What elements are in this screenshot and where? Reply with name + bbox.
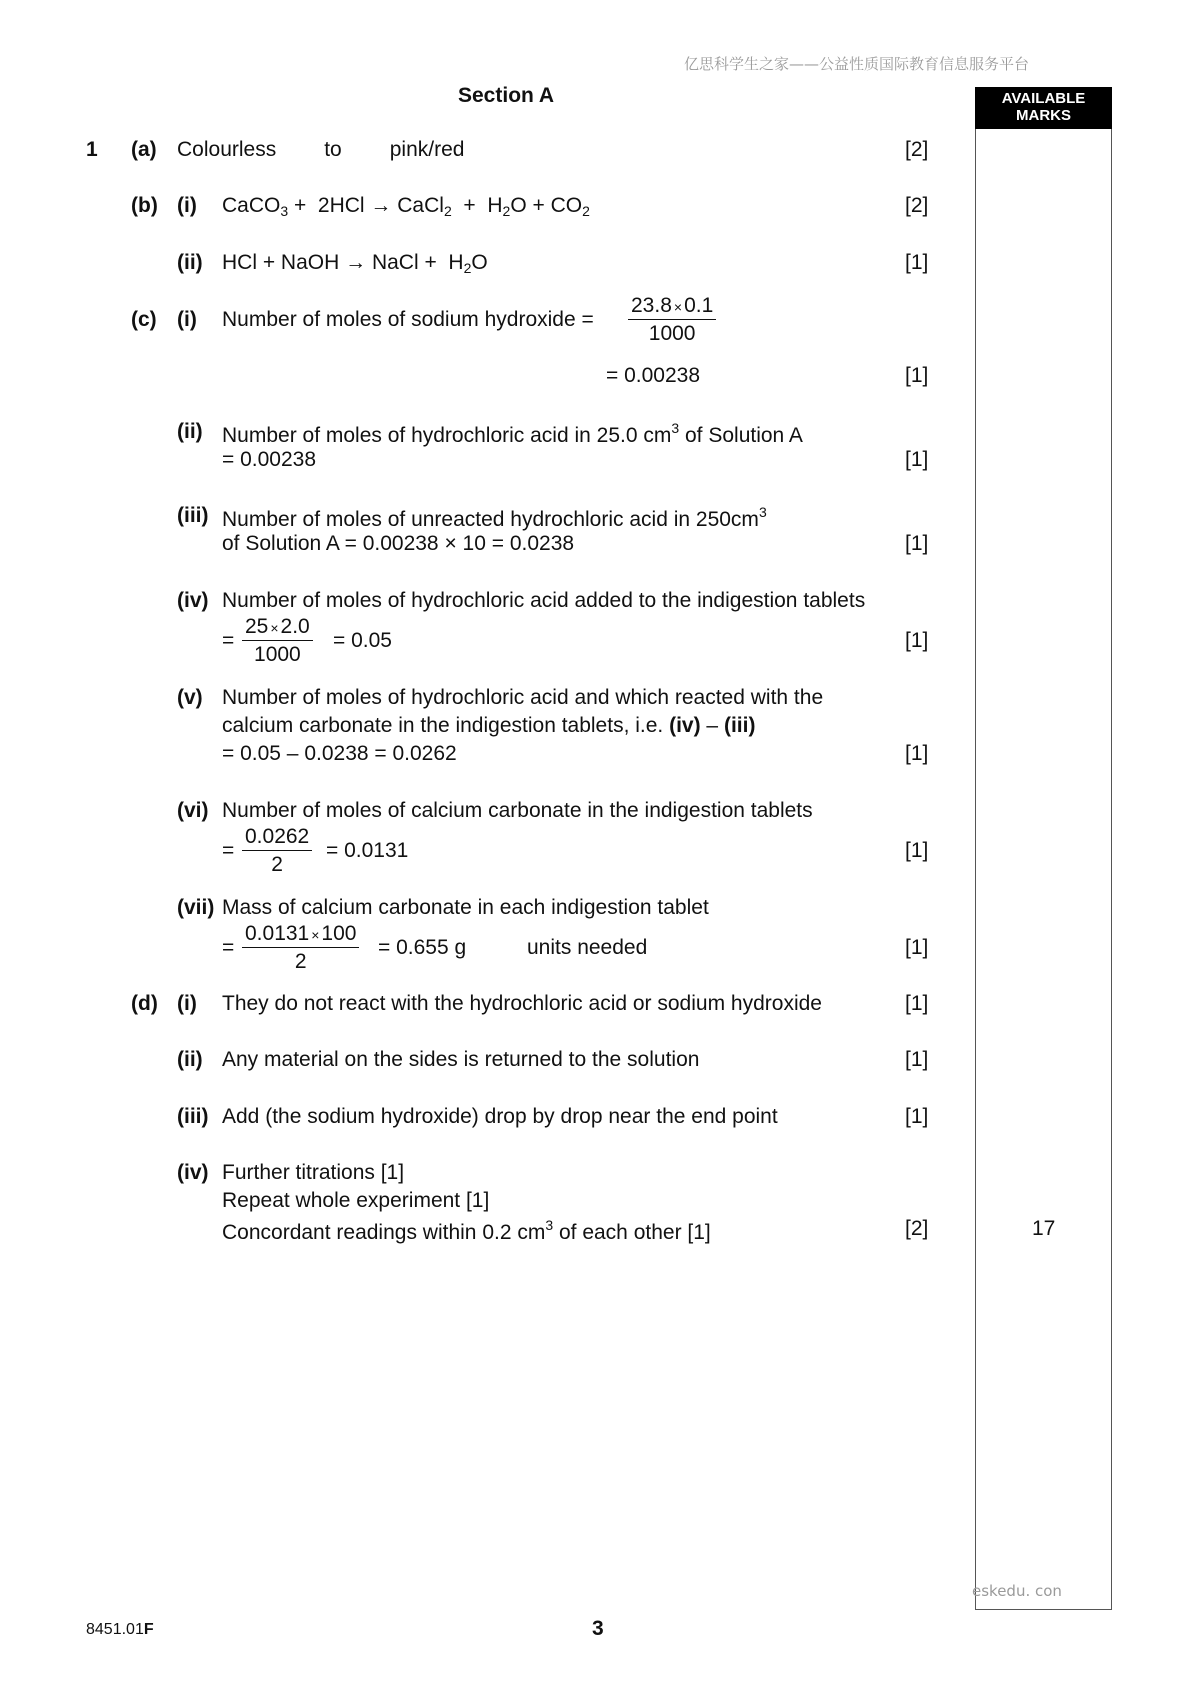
part-c-vii-fraction: $\frac{0.0131 \times 100}{2}$ — [242, 923, 359, 972]
available-marks-header — [975, 87, 1112, 129]
part-c-vi-fraction: $\frac{0.0262}{2}$ — [242, 826, 312, 875]
mark-d-ii: [1] — [905, 1048, 929, 1071]
part-c-i-text: Number of moles of sodium hydroxide = — [222, 308, 594, 331]
mark-b-ii: [1] — [905, 251, 929, 274]
question-number: 1 — [86, 138, 98, 161]
part-c-vii-line1: Mass of calcium carbonate in each indigestion tablet — [222, 896, 709, 919]
part-d-label: (d) — [131, 992, 158, 1015]
mark-c-vi: [1] — [905, 839, 929, 862]
mark-c-vii: [1] — [905, 936, 929, 959]
mark-c-iii: [1] — [905, 532, 929, 555]
marks-header-line2: MARKS — [1016, 107, 1071, 124]
part-c-vii-eq: = — [222, 936, 235, 959]
colour-end: pink/red — [389, 138, 465, 161]
colour-to: to — [324, 138, 342, 161]
part-b-ii-label: (ii) — [177, 251, 203, 274]
part-b-i-label: (i) — [177, 194, 197, 217]
part-c-v-line2: calcium carbonate in the indigestion tablets, i.e. (iv) – (iii) — [222, 714, 756, 737]
part-d-iv-line2: Repeat whole experiment [1] — [222, 1189, 490, 1212]
part-c-vi-result: = 0.0131 — [326, 839, 409, 862]
part-c-vi-label: (vi) — [177, 799, 209, 822]
part-d-iii-text: Add (the sodium hydroxide) drop by drop near the end point — [222, 1105, 778, 1128]
part-c-vii-result: = 0.655 g — [378, 936, 467, 959]
mark-d-i: [1] — [905, 992, 929, 1015]
part-c-iii-label: (iii) — [177, 504, 209, 527]
part-c-vii-note: units needed — [527, 936, 648, 959]
part-d-ii-text: Any material on the sides is returned to the solution — [222, 1048, 700, 1071]
watermark-top: 亿思科学生之家——公益性质国际教育信息服务平台 — [684, 55, 1030, 73]
part-d-ii-label: (ii) — [177, 1048, 203, 1071]
part-c-i-result: = 0.00238 — [606, 364, 701, 387]
part-b-ii-equation: HCl + NaOH → NaCl + $H_2O$ — [222, 251, 488, 276]
part-c-iv-result: = 0.05 — [333, 629, 392, 652]
part-c-vii-label: (vii) — [177, 896, 215, 919]
paper-code: 8451.01F — [86, 1621, 154, 1638]
part-c-iv-eq: = — [222, 629, 235, 652]
mark-c-iv: [1] — [905, 629, 929, 652]
watermark-bottom: eskedu. con — [972, 1582, 1062, 1600]
part-d-iv-label: (iv) — [177, 1161, 209, 1184]
mark-c-v: [1] — [905, 742, 929, 765]
part-d-iv-line3: Concordant readings within 0.2 $cm^3$ of each other [1] — [222, 1217, 711, 1244]
part-c-ii-line1: Number of moles of hydrochloric acid in 25.0 $cm^3$ of Solution A — [222, 420, 803, 447]
mark-c-i: [1] — [905, 364, 929, 387]
part-c-vi-eq: = — [222, 839, 235, 862]
part-c-vi-line1: Number of moles of calcium carbonate in the indigestion tablets — [222, 799, 813, 822]
part-c-iv-fraction: $\frac{25 \times 2.0}{1000}$ — [242, 616, 313, 665]
part-c-iv-line1: Number of moles of hydrochloric acid added to the indigestion tablets — [222, 589, 866, 612]
part-c-ii-line2: = 0.00238 — [222, 448, 317, 471]
mark-a: [2] — [905, 138, 929, 161]
part-b-i-equation: CaCO$_3$ + 2HCl → CaCl$_2$ + $H_2O + CO_2$ — [222, 194, 590, 219]
mark-d-iii: [1] — [905, 1105, 929, 1128]
part-c-v-line3: = 0.05 – 0.0238 = 0.0262 — [222, 742, 457, 765]
part-c-iv-label: (iv) — [177, 589, 209, 612]
mark-b-i: [2] — [905, 194, 929, 217]
available-marks-total: 17 — [1032, 1217, 1056, 1240]
part-c-i-fraction: $\frac{23.8 \times 0.1}{1000}$ — [628, 295, 716, 344]
part-d-iii-label: (iii) — [177, 1105, 209, 1128]
part-c-ii-label: (ii) — [177, 420, 203, 443]
part-a-label: (a) — [131, 138, 157, 161]
part-c-label: (c) — [131, 308, 157, 331]
mark-d-iv: [2] — [905, 1217, 929, 1240]
section-title: Section A — [458, 84, 555, 107]
colour-start: Colourless — [177, 138, 277, 161]
part-c-v-line1: Number of moles of hydrochloric acid and which reacted with the — [222, 686, 824, 709]
mark-c-ii: [1] — [905, 448, 929, 471]
marks-header-line1: AVAILABLE — [1001, 90, 1086, 107]
part-d-i-text: They do not react with the hydrochloric acid or sodium hydroxide — [222, 992, 822, 1015]
part-c-iii-line2: of Solution A = 0.00238 × 10 = 0.0238 — [222, 532, 575, 555]
available-marks-column — [975, 87, 1112, 1610]
part-c-iii-line1: Number of moles of unreacted hydrochloric acid in $250cm^3$ — [222, 504, 767, 531]
part-b-label: (b) — [131, 194, 158, 217]
part-d-i-label: (i) — [177, 992, 197, 1015]
part-c-i-label: (i) — [177, 308, 197, 331]
part-c-v-label: (v) — [177, 686, 203, 709]
page-number: 3 — [592, 1617, 604, 1640]
part-d-iv-line1: Further titrations [1] — [222, 1161, 405, 1184]
part-a-answer — [177, 139, 464, 160]
